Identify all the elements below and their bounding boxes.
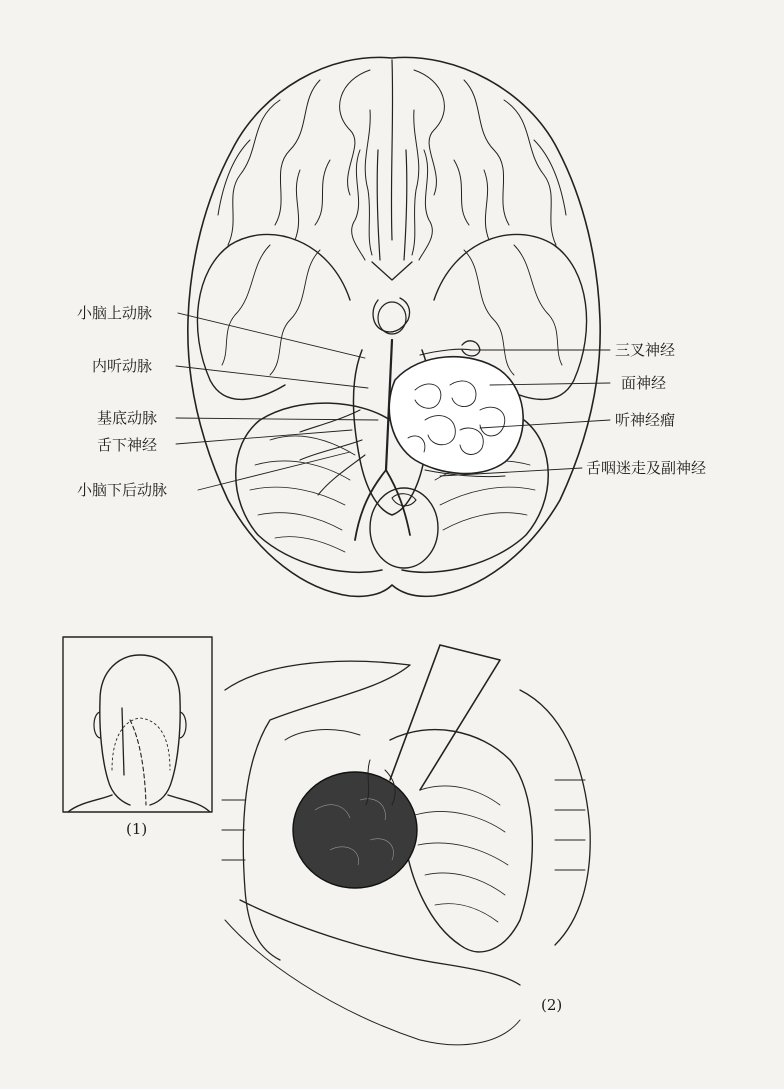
label-superior-cerebellar-artery: 小脑上动脉: [77, 304, 153, 322]
brain-spatula: [390, 645, 500, 790]
skin-lower: [225, 920, 520, 1045]
label-acoustic-neuroma: 听神经瘤: [615, 411, 676, 429]
retractor-blade-left: [222, 800, 245, 860]
label-glossopharyngeal-vagus-accessory-nerves: 舌咽迷走及副神经: [586, 459, 707, 477]
wound-lower-edge: [240, 900, 520, 985]
label-facial-nerve: 面神经: [621, 374, 667, 392]
tumor-exposed: [293, 772, 417, 888]
retractor-blade-right: [555, 780, 585, 870]
label-posterior-inferior-cerebellar-artery: 小脑下后动脉: [77, 481, 168, 499]
label-internal-auditory-artery: 内听动脉: [92, 357, 153, 375]
caption-figure-2: (2): [541, 996, 563, 1014]
label-hypoglossal-nerve: 舌下神经: [97, 436, 158, 454]
dura-edge: [285, 730, 360, 740]
label-trigeminal-nerve: 三叉神经: [615, 341, 676, 359]
caption-figure-1: (1): [126, 820, 148, 838]
cerebellum-folia-texture: [415, 786, 508, 922]
label-basilar-artery: 基底动脉: [97, 409, 158, 427]
